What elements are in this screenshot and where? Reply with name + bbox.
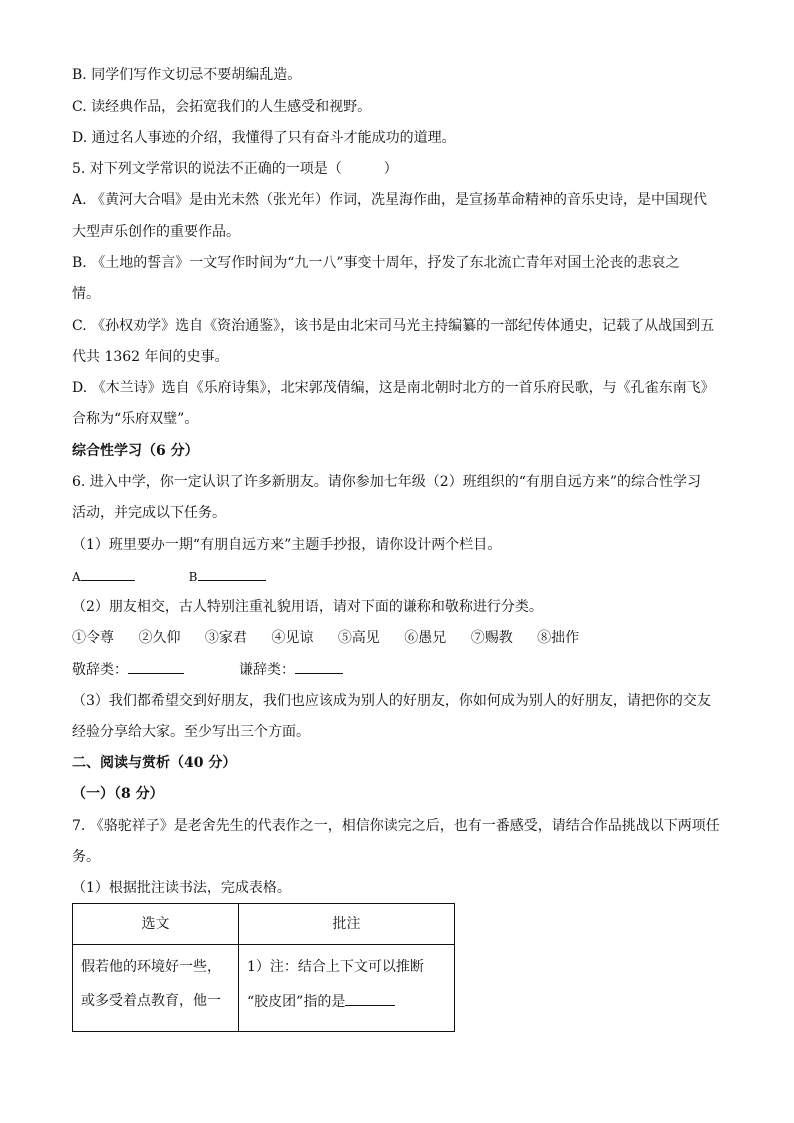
- annotation-line-with-blank: [247, 991, 454, 1025]
- q5-option-a-line1: A. 《黄河大合唱》是由光未然（张光年）作词，冼星海作曲，是宣扬革命精神的音乐史诗，是中国现代: [72, 192, 708, 208]
- excerpt-cell: [73, 945, 239, 1032]
- q6-blank-a[interactable]: [81, 566, 135, 581]
- q5-option-c-line1: C. 《孙权劝学》选自《资治通鉴》，该书是由北宋司马光主持编纂的一部纪传体通史，记载了从战国到五: [72, 318, 715, 334]
- q5-option-b-line2: 情。: [72, 286, 100, 302]
- annotation-line-text: “胶皮团”指的是: [247, 994, 346, 1010]
- annotation-answer-blank[interactable]: [345, 991, 395, 1006]
- humble-terms-label: 谦辞类：: [239, 662, 295, 678]
- q6-blank-b-label: B: [188, 570, 198, 584]
- q6-term-item: ③家君: [204, 630, 247, 646]
- q5-stem: 5. 对下列文学常识的说法不正确的一项是（ ）: [72, 161, 398, 177]
- q5-option-d-line1: D. 《木兰诗》选自《乐府诗集》，北宋郭茂倩编，这是南北朝时北方的一首乐府民歌，与《孔雀东南飞》: [72, 380, 715, 396]
- q6-stem-line2: 活动，并完成以下任务。: [72, 505, 226, 521]
- table-row: [73, 945, 455, 1032]
- q5-option-c-line2: 代共 1362 年间的史事。: [72, 349, 229, 365]
- annotation-cell: [239, 945, 455, 1032]
- excerpt-line: 或多受着点教育，他一: [81, 993, 221, 1009]
- humble-terms-blank[interactable]: [295, 659, 343, 674]
- table-header-annotation: 批注: [239, 904, 455, 945]
- respectful-terms-blank[interactable]: [128, 659, 184, 674]
- q5-option-d-line2: 合称为“乐府双璧”。: [72, 411, 199, 427]
- annotation-table: [72, 903, 455, 1032]
- q6-part2: （2）朋友相交，古人特别注重礼貌用语，请对下面的谦称和敬称进行分类。: [72, 599, 543, 615]
- q6-term-item: ⑧拙作: [537, 630, 580, 646]
- q5-option-a-line2: 大型声乐创作的重要作品。: [72, 224, 240, 240]
- q6-blank-b[interactable]: [198, 566, 266, 581]
- q7-stem-line2: 务。: [72, 849, 100, 865]
- q6-term-list: [72, 628, 579, 648]
- section-heading-integrated: 综合性学习（6 分）: [72, 443, 199, 459]
- q6-part3-line2: 经验分享给大家。至少写出三个方面。: [72, 724, 310, 740]
- q7-part1: （1）根据批注读书法，完成表格。: [72, 880, 291, 896]
- q6-term-item: ⑦赐教: [470, 630, 513, 646]
- q6-part3-line1: （3）我们都希望交到好朋友，我们也应该成为别人的好朋友，你如何成为别人的好朋友，请把你的交友: [72, 693, 711, 709]
- respectful-terms-label: 敬辞类：: [72, 662, 128, 678]
- q6-term-item: ⑥愚兄: [404, 630, 447, 646]
- q6-part1: （1）班里要办一期“有朋自远方来”主题手抄报，请你设计两个栏目。: [72, 537, 502, 553]
- q6-term-item: ④见谅: [271, 630, 314, 646]
- q6-part1-answer-row: [72, 566, 266, 587]
- q5-option-b-line1: B. 《土地的誓言》一文写作时间为“九一八”事变十周年，抒发了东北流亡青年对国土沦丧的悲哀之: [72, 255, 680, 271]
- q7-stem-line1: 7. 《骆驼祥子》是老舍先生的代表作之一，相信你读完之后，也有一番感受，请结合作品挑战以下两项任: [72, 818, 720, 834]
- q4-option-b: B. 同学们写作文切忌不要胡编乱造。: [72, 67, 302, 83]
- table-header-row: [73, 904, 455, 945]
- q6-classification-row: [72, 659, 343, 680]
- section-heading-reading: 二、阅读与赏析（40 分）: [72, 755, 237, 771]
- table-header-excerpt: 选文: [73, 904, 239, 945]
- q4-option-c: C. 读经典作品，会拓宽我们的人生感受和视野。: [72, 99, 372, 115]
- q4-option-d: D. 通过名人事迹的介绍，我懂得了只有奋斗才能成功的道理。: [72, 130, 456, 146]
- q6-stem-line1: 6. 进入中学，你一定认识了许多新朋友。请你参加七年级（2）班组织的“有朋自远方来”的综合性学习: [72, 474, 702, 490]
- annotation-line: 1）注：结合上下文可以推断: [247, 959, 424, 975]
- subsection-heading-1: （一）（8 分）: [72, 786, 164, 802]
- q6-term-item: ⑤高见: [337, 630, 380, 646]
- q6-term-item: ②久仰: [138, 630, 181, 646]
- excerpt-line: 假若他的环境好一些，: [81, 959, 221, 975]
- q6-term-item: ①令尊: [72, 630, 114, 646]
- q6-blank-a-label: A: [72, 570, 81, 584]
